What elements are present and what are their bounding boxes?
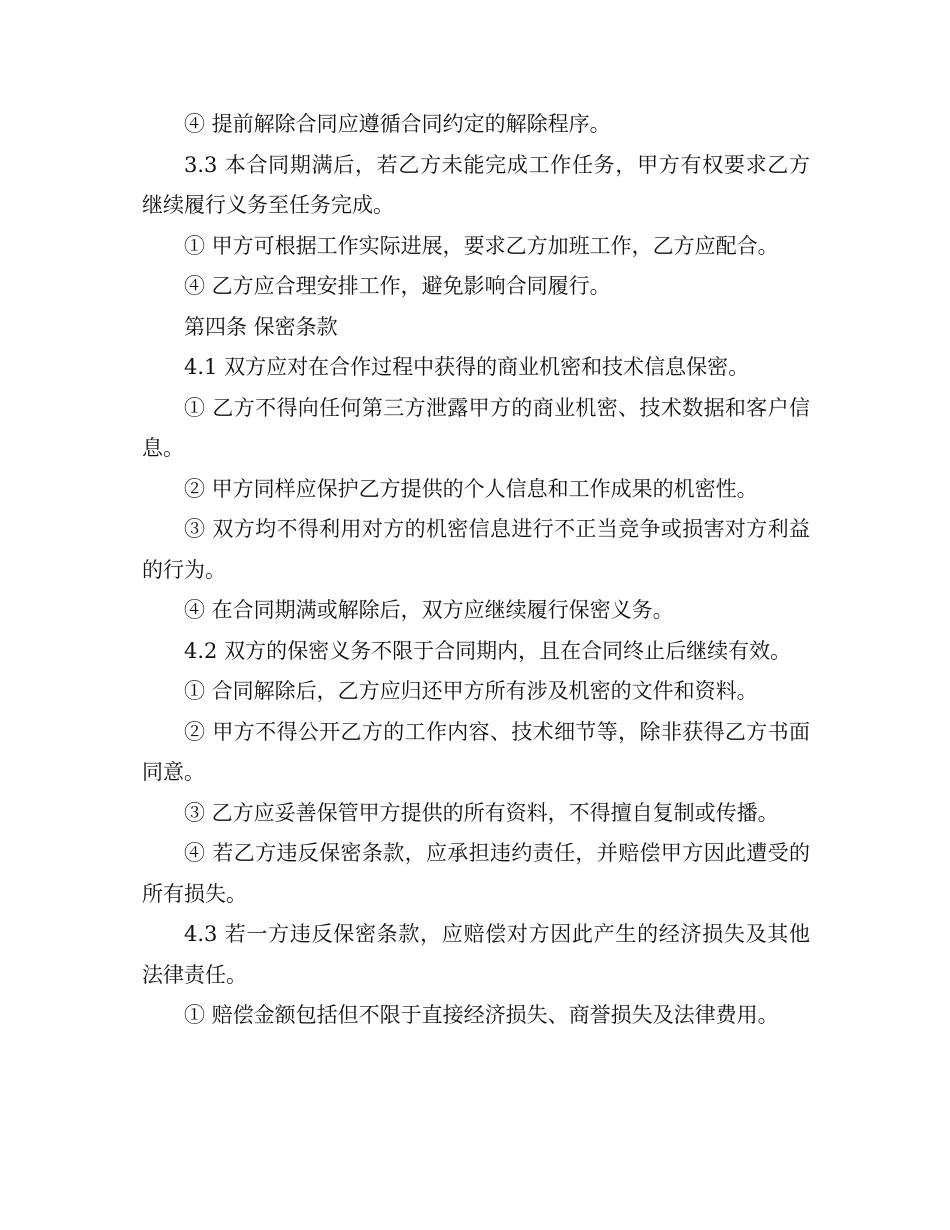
paragraph-clause-3-3: 3.3 本合同期满后，若乙方未能完成工作任务，甲方有权要求乙方继续履行义务至任务完成。 (142, 152, 810, 217)
paragraph-protect-info: ② 甲方同样应保护乙方提供的个人信息和工作成果的机密性。 (184, 476, 758, 501)
paragraph-clause-4-2: 4.2 双方的保密义务不限于合同期内，且在合同终止后继续有效。 (184, 638, 792, 663)
paragraph-compensation-scope: ① 赔偿金额包括但不限于直接经济损失、商誉损失及法律费用。 (184, 1003, 779, 1027)
paragraph-continued-obligation: ④ 在合同期满或解除后，双方应继续履行保密义务。 (184, 598, 674, 622)
paragraph-breach-liability: ④ 若乙方违反保密条款，应承担违约责任，并赔偿甲方因此遭受的所有损失。 (142, 841, 810, 906)
paragraph-no-disclosure: ① 乙方不得向任何第三方泄露甲方的商业机密、技术数据和客户信息。 (142, 395, 810, 460)
paragraph-clause-early-termination: ④ 提前解除合同应遵循合同约定的解除程序。 (184, 112, 611, 136)
paragraph-clause-4-3: 4.3 若一方违反保密条款，应赔偿对方因此产生的经济损失及其他法律责任。 (142, 922, 810, 987)
paragraph-work-arrangement: ④ 乙方应合理安排工作，避免影响合同履行。 (184, 274, 611, 298)
paragraph-no-publication: ② 甲方不得公开乙方的工作内容、技术细节等，除非获得乙方书面同意。 (142, 719, 810, 784)
paragraph-no-misuse: ③ 双方均不得利用对方的机密信息进行不正当竞争或损害对方利益的行为。 (142, 517, 810, 582)
section-heading-article-4: 第四条 保密条款 (184, 314, 338, 339)
paragraph-clause-4-1: 4.1 双方应对在合作过程中获得的商业机密和技术信息保密。 (184, 355, 750, 379)
document-body (142, 104, 810, 1036)
paragraph-safekeeping: ③ 乙方应妥善保管甲方提供的所有资料，不得擅自复制或传播。 (184, 800, 779, 825)
paragraph-return-documents: ① 合同解除后，乙方应归还甲方所有涉及机密的文件和资料。 (184, 679, 758, 703)
paragraph-overtime: ① 甲方可根据工作实际进展，要求乙方加班工作，乙方应配合。 (184, 233, 779, 258)
